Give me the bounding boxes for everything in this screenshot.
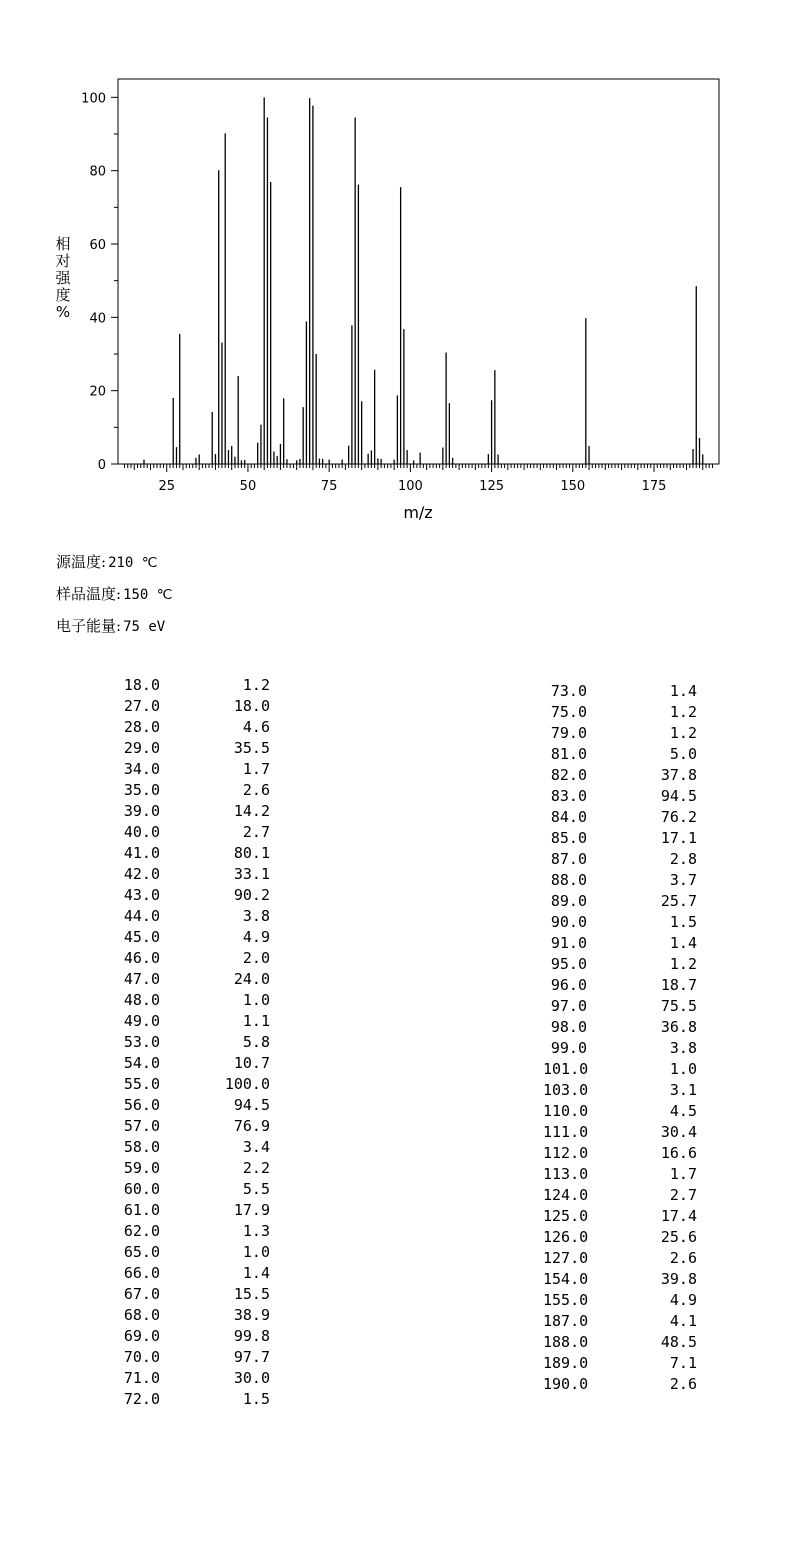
y-tick-label: 40 bbox=[89, 311, 106, 327]
mz-cell: 43.0 bbox=[123, 886, 160, 904]
mz-cell: 84.0 bbox=[550, 808, 587, 826]
table-row bbox=[543, 1248, 697, 1269]
mz-cell: 113.0 bbox=[543, 1165, 589, 1183]
table-row bbox=[543, 1101, 697, 1122]
table-row bbox=[116, 696, 270, 717]
x-axis-label: m/z bbox=[403, 503, 433, 522]
intensity-cell: 24.0 bbox=[233, 970, 270, 988]
mz-cell: 44.0 bbox=[123, 907, 160, 925]
mz-cell: 58.0 bbox=[123, 1138, 160, 1156]
x-tick-label: 75 bbox=[320, 479, 338, 494]
intensity-cell: 1.4 bbox=[669, 934, 697, 952]
intensity-cell: 18.7 bbox=[660, 976, 697, 994]
intensity-cell: 25.7 bbox=[660, 892, 697, 910]
table-row bbox=[116, 780, 270, 801]
mz-cell: 79.0 bbox=[550, 724, 587, 742]
mz-cell: 18.0 bbox=[123, 676, 160, 694]
table-row bbox=[543, 1353, 697, 1374]
table-row bbox=[543, 912, 697, 933]
mz-cell: 89.0 bbox=[550, 892, 587, 910]
intensity-cell: 36.8 bbox=[660, 1018, 697, 1036]
intensity-cell: 2.8 bbox=[669, 850, 697, 868]
table-row bbox=[116, 759, 270, 780]
table-row bbox=[543, 1038, 697, 1059]
sample-temperature bbox=[56, 583, 173, 604]
y-tick-label: 60 bbox=[89, 238, 106, 253]
table-row bbox=[543, 807, 697, 828]
x-tick-label: 125 bbox=[479, 479, 505, 494]
intensity-cell: 15.5 bbox=[233, 1285, 270, 1303]
mz-cell: 71.0 bbox=[123, 1369, 160, 1387]
mz-cell: 91.0 bbox=[550, 934, 587, 952]
source-temperature bbox=[56, 551, 158, 572]
table-row bbox=[116, 1053, 270, 1074]
table-row bbox=[116, 717, 270, 738]
sample-temp-label: 样品温度: bbox=[56, 585, 122, 603]
y-axis-label-char: % bbox=[55, 303, 71, 321]
mz-cell: 66.0 bbox=[123, 1264, 160, 1282]
intensity-cell: 4.5 bbox=[669, 1102, 697, 1120]
mz-cell: 155.0 bbox=[543, 1291, 589, 1309]
table-row bbox=[116, 1011, 270, 1032]
mz-cell: 34.0 bbox=[123, 760, 160, 778]
intensity-cell: 2.6 bbox=[669, 1375, 697, 1393]
y-tick-label: 20 bbox=[89, 384, 106, 400]
intensity-cell: 5.0 bbox=[669, 745, 697, 763]
intensity-cell: 1.2 bbox=[669, 955, 697, 973]
intensity-cell: 75.5 bbox=[660, 997, 697, 1015]
intensity-cell: 5.5 bbox=[242, 1180, 270, 1198]
mz-cell: 61.0 bbox=[123, 1201, 160, 1219]
table-row bbox=[543, 1311, 697, 1332]
mz-cell: 190.0 bbox=[543, 1375, 589, 1393]
table-row bbox=[543, 996, 697, 1017]
intensity-cell: 25.6 bbox=[660, 1228, 697, 1246]
table-row bbox=[543, 681, 697, 702]
table-row bbox=[116, 1305, 270, 1326]
x-tick-label: 100 bbox=[397, 479, 423, 494]
mz-cell: 126.0 bbox=[543, 1228, 589, 1246]
mz-cell: 41.0 bbox=[123, 844, 160, 862]
intensity-cell: 17.9 bbox=[233, 1201, 270, 1219]
mz-cell: 81.0 bbox=[550, 745, 587, 763]
table-row bbox=[116, 990, 270, 1011]
intensity-cell: 3.8 bbox=[242, 907, 270, 925]
intensity-cell: 1.5 bbox=[242, 1390, 270, 1408]
intensity-cell: 1.4 bbox=[242, 1264, 270, 1282]
mz-cell: 96.0 bbox=[550, 976, 587, 994]
mz-cell: 45.0 bbox=[123, 928, 160, 946]
mz-cell: 65.0 bbox=[123, 1243, 160, 1261]
intensity-cell: 1.0 bbox=[242, 991, 270, 1009]
table-row bbox=[543, 1143, 697, 1164]
intensity-cell: 38.9 bbox=[233, 1306, 270, 1324]
mz-cell: 87.0 bbox=[550, 850, 587, 868]
intensity-cell: 3.4 bbox=[242, 1138, 270, 1156]
electron-energy-label: 电子能量: bbox=[56, 617, 122, 635]
intensity-cell: 1.2 bbox=[669, 703, 697, 721]
mz-cell: 60.0 bbox=[123, 1180, 160, 1198]
table-row bbox=[116, 738, 270, 759]
source-temp-value: 210 ℃ bbox=[108, 555, 158, 571]
intensity-cell: 4.6 bbox=[242, 718, 270, 736]
y-tick-label: 80 bbox=[89, 164, 106, 180]
x-tick-label: 175 bbox=[641, 479, 667, 494]
table-row bbox=[543, 786, 697, 807]
table-row bbox=[116, 1032, 270, 1053]
table-row bbox=[116, 1284, 270, 1305]
intensity-cell: 100.0 bbox=[224, 1075, 270, 1093]
y-tick-label: 100 bbox=[81, 91, 106, 107]
table-row bbox=[543, 702, 697, 723]
y-tick-label: 0 bbox=[97, 458, 106, 473]
table-row bbox=[543, 1017, 697, 1038]
mz-cell: 28.0 bbox=[123, 718, 160, 736]
table-row bbox=[116, 1263, 270, 1284]
mz-cell: 73.0 bbox=[550, 682, 587, 700]
mz-cell: 29.0 bbox=[123, 739, 160, 757]
mz-cell: 101.0 bbox=[543, 1060, 589, 1078]
x-axis bbox=[124, 464, 712, 494]
mz-cell: 188.0 bbox=[543, 1333, 589, 1351]
mz-cell: 49.0 bbox=[123, 1012, 160, 1030]
intensity-cell: 1.4 bbox=[669, 682, 697, 700]
intensity-cell: 1.1 bbox=[242, 1012, 270, 1030]
table-row bbox=[543, 1290, 697, 1311]
table-row bbox=[543, 1227, 697, 1248]
mz-cell: 90.0 bbox=[550, 913, 587, 931]
intensity-cell: 16.6 bbox=[660, 1144, 697, 1162]
mz-cell: 97.0 bbox=[550, 997, 587, 1015]
intensity-cell: 76.9 bbox=[233, 1117, 270, 1135]
mz-cell: 54.0 bbox=[123, 1054, 160, 1072]
table-row bbox=[116, 675, 270, 696]
table-row bbox=[543, 1164, 697, 1185]
table-row bbox=[543, 765, 697, 786]
mz-cell: 55.0 bbox=[123, 1075, 160, 1093]
intensity-cell: 4.9 bbox=[669, 1291, 697, 1309]
mz-cell: 70.0 bbox=[123, 1348, 160, 1366]
intensity-cell: 1.5 bbox=[669, 913, 697, 931]
intensity-cell: 1.0 bbox=[242, 1243, 270, 1261]
intensity-cell: 5.8 bbox=[242, 1033, 270, 1051]
table-row bbox=[543, 954, 697, 975]
mz-cell: 46.0 bbox=[123, 949, 160, 967]
intensity-cell: 2.7 bbox=[669, 1186, 697, 1204]
mz-cell: 88.0 bbox=[550, 871, 587, 889]
mz-cell: 57.0 bbox=[123, 1117, 160, 1135]
table-row bbox=[543, 1374, 697, 1395]
table-row bbox=[116, 1074, 270, 1095]
intensity-cell: 1.7 bbox=[669, 1165, 697, 1183]
intensity-cell: 90.2 bbox=[233, 886, 270, 904]
peak-bars bbox=[144, 97, 703, 464]
table-row bbox=[116, 864, 270, 885]
table-row bbox=[116, 1200, 270, 1221]
y-axis-label-char: 对 bbox=[55, 252, 71, 270]
table-row bbox=[116, 885, 270, 906]
mz-cell: 82.0 bbox=[550, 766, 587, 784]
mz-cell: 35.0 bbox=[123, 781, 160, 799]
mz-cell: 111.0 bbox=[543, 1123, 589, 1141]
table-row bbox=[543, 723, 697, 744]
intensity-cell: 2.6 bbox=[669, 1249, 697, 1267]
table-row bbox=[543, 849, 697, 870]
intensity-cell: 1.3 bbox=[242, 1222, 270, 1240]
mz-cell: 72.0 bbox=[123, 1390, 160, 1408]
intensity-cell: 1.2 bbox=[242, 676, 270, 694]
mz-cell: 48.0 bbox=[123, 991, 160, 1009]
mz-cell: 110.0 bbox=[543, 1102, 589, 1120]
peak-table-left bbox=[116, 675, 270, 1410]
intensity-cell: 80.1 bbox=[233, 844, 270, 862]
table-row bbox=[116, 906, 270, 927]
mz-cell: 83.0 bbox=[550, 787, 587, 805]
table-row bbox=[543, 1185, 697, 1206]
table-row bbox=[543, 975, 697, 996]
mz-cell: 125.0 bbox=[543, 1207, 589, 1225]
mz-cell: 67.0 bbox=[123, 1285, 160, 1303]
mz-cell: 69.0 bbox=[123, 1327, 160, 1345]
table-row bbox=[116, 948, 270, 969]
mz-cell: 75.0 bbox=[550, 703, 587, 721]
mass-spectrum-chart bbox=[0, 0, 794, 530]
table-row bbox=[543, 828, 697, 849]
table-row bbox=[116, 1158, 270, 1179]
intensity-cell: 1.0 bbox=[669, 1060, 697, 1078]
intensity-cell: 94.5 bbox=[233, 1096, 270, 1114]
x-tick-label: 50 bbox=[239, 479, 257, 494]
intensity-cell: 4.9 bbox=[242, 928, 270, 946]
intensity-cell: 3.8 bbox=[669, 1039, 697, 1057]
intensity-cell: 3.7 bbox=[669, 871, 697, 889]
x-tick-label: 25 bbox=[158, 479, 176, 494]
table-row bbox=[116, 1095, 270, 1116]
intensity-cell: 99.8 bbox=[233, 1327, 270, 1345]
table-row bbox=[116, 969, 270, 990]
table-row bbox=[116, 1179, 270, 1200]
table-row bbox=[543, 870, 697, 891]
electron-energy bbox=[56, 615, 165, 636]
mz-cell: 103.0 bbox=[543, 1081, 589, 1099]
table-row bbox=[116, 822, 270, 843]
mz-cell: 85.0 bbox=[550, 829, 587, 847]
table-row bbox=[116, 1389, 270, 1410]
mz-cell: 56.0 bbox=[123, 1096, 160, 1114]
table-row bbox=[116, 1242, 270, 1263]
table-row bbox=[543, 1059, 697, 1080]
mz-cell: 99.0 bbox=[550, 1039, 587, 1057]
intensity-cell: 97.7 bbox=[233, 1348, 270, 1366]
table-row bbox=[116, 1137, 270, 1158]
mz-cell: 98.0 bbox=[550, 1018, 587, 1036]
mz-cell: 62.0 bbox=[123, 1222, 160, 1240]
intensity-cell: 39.8 bbox=[660, 1270, 697, 1288]
peak-table-right bbox=[543, 681, 697, 1395]
mz-cell: 124.0 bbox=[543, 1186, 589, 1204]
intensity-cell: 18.0 bbox=[233, 697, 270, 715]
intensity-cell: 30.0 bbox=[233, 1369, 270, 1387]
mz-cell: 42.0 bbox=[123, 865, 160, 883]
intensity-cell: 76.2 bbox=[660, 808, 697, 826]
intensity-cell: 2.6 bbox=[242, 781, 270, 799]
mz-cell: 39.0 bbox=[123, 802, 160, 820]
mz-cell: 189.0 bbox=[543, 1354, 589, 1372]
intensity-cell: 2.0 bbox=[242, 949, 270, 967]
mz-cell: 95.0 bbox=[550, 955, 587, 973]
y-axis-label-char: 度 bbox=[55, 286, 71, 304]
table-row bbox=[116, 1221, 270, 1242]
mz-cell: 187.0 bbox=[543, 1312, 589, 1330]
table-row bbox=[543, 891, 697, 912]
intensity-cell: 33.1 bbox=[233, 865, 270, 883]
table-row bbox=[116, 927, 270, 948]
table-row bbox=[543, 1122, 697, 1143]
mz-cell: 154.0 bbox=[543, 1270, 589, 1288]
x-tick-label: 150 bbox=[560, 479, 586, 494]
mz-cell: 68.0 bbox=[123, 1306, 160, 1324]
table-row bbox=[116, 1368, 270, 1389]
y-axis-label bbox=[52, 236, 74, 321]
electron-energy-value: 75 eV bbox=[123, 619, 166, 635]
mz-cell: 59.0 bbox=[123, 1159, 160, 1177]
intensity-cell: 1.7 bbox=[242, 760, 270, 778]
source-temp-label: 源温度: bbox=[56, 553, 107, 571]
mz-cell: 27.0 bbox=[123, 697, 160, 715]
table-row bbox=[543, 744, 697, 765]
y-axis-label-char: 相 bbox=[55, 235, 71, 253]
intensity-cell: 7.1 bbox=[669, 1354, 697, 1372]
table-row bbox=[116, 1326, 270, 1347]
intensity-cell: 10.7 bbox=[233, 1054, 270, 1072]
intensity-cell: 2.2 bbox=[242, 1159, 270, 1177]
intensity-cell: 30.4 bbox=[660, 1123, 697, 1141]
mz-cell: 40.0 bbox=[123, 823, 160, 841]
y-axis-label-char: 强 bbox=[55, 269, 71, 287]
plot-frame bbox=[118, 79, 719, 464]
intensity-cell: 2.7 bbox=[242, 823, 270, 841]
mz-cell: 112.0 bbox=[543, 1144, 589, 1162]
table-row bbox=[116, 1347, 270, 1368]
intensity-cell: 14.2 bbox=[233, 802, 270, 820]
sample-temp-value: 150 ℃ bbox=[123, 587, 173, 603]
intensity-cell: 48.5 bbox=[660, 1333, 697, 1351]
intensity-cell: 4.1 bbox=[669, 1312, 697, 1330]
table-row bbox=[543, 933, 697, 954]
mz-cell: 127.0 bbox=[543, 1249, 589, 1267]
table-row bbox=[543, 1080, 697, 1101]
intensity-cell: 35.5 bbox=[233, 739, 270, 757]
y-axis bbox=[81, 91, 118, 473]
table-row bbox=[543, 1269, 697, 1290]
intensity-cell: 17.4 bbox=[660, 1207, 697, 1225]
table-row bbox=[543, 1206, 697, 1227]
table-row bbox=[543, 1332, 697, 1353]
table-row bbox=[116, 1116, 270, 1137]
intensity-cell: 17.1 bbox=[660, 829, 697, 847]
table-row bbox=[116, 801, 270, 822]
intensity-cell: 3.1 bbox=[669, 1081, 697, 1099]
table-row bbox=[116, 843, 270, 864]
mz-cell: 47.0 bbox=[123, 970, 160, 988]
intensity-cell: 1.2 bbox=[669, 724, 697, 742]
mz-cell: 53.0 bbox=[123, 1033, 160, 1051]
intensity-cell: 37.8 bbox=[660, 766, 697, 784]
intensity-cell: 94.5 bbox=[660, 787, 697, 805]
